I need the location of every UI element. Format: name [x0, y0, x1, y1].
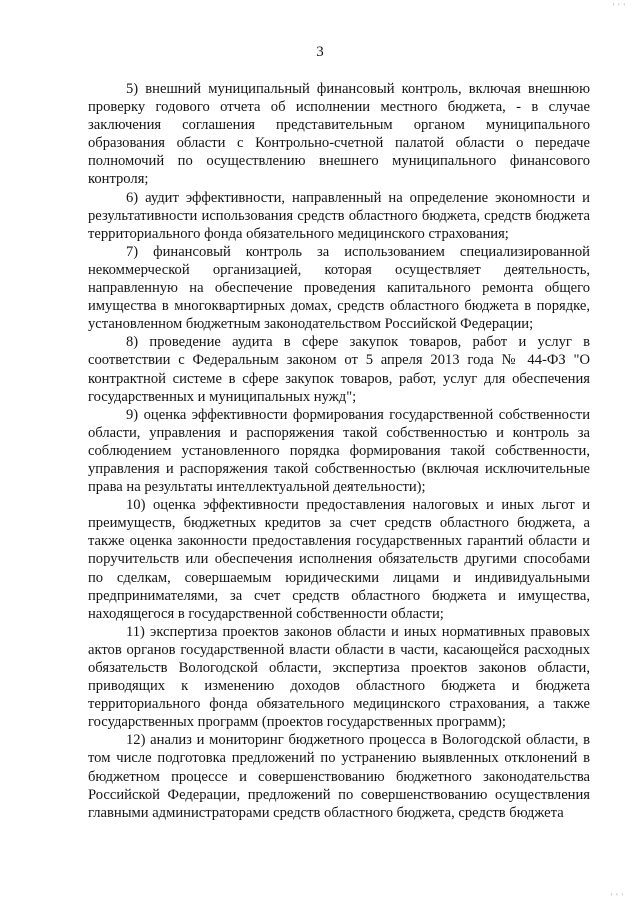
paragraph-item-9: 9) оценка эффективности формирования государственной собственности области, управления и распоряжения такой собственностью и контроль за соблюдением установленного порядка формирования такой собственности, управления и распоряжения такой собственностью (включая исключительные права на результаты интеллектуальной деятельности); [88, 406, 590, 496]
paragraph-item-11: 11) экспертиза проектов законов области и иных нормативных правовых актов органов государственной власти области в части, касающейся расходных обязательств Вологодской области, экспертиза проектов законов области, приводящих к изменению доходов областного бюджета и бюджета территориального фонда обязательного медицинского страхования, а также государственных программ (проектов государственных программ); [88, 623, 590, 731]
page-number: 3 [316, 44, 324, 60]
corner-scan-mark-top: ' ' ' [612, 2, 626, 11]
paragraph-item-8: 8) проведение аудита в сфере закупок товаров, работ и услуг в соответствии с Федеральным законом от 5 апреля 2013 года № 44-ФЗ "О контрактной системе в сфере закупок товаров, работ, услуг для обеспечения государственных и муниципальных нужд"; [88, 334, 590, 405]
paragraph-item-6: 6) аудит эффективности, направленный на определение экономности и результативности использования средств областного бюджета, средств бюджета территориального фонда обязательного медицинского страхования; [88, 189, 590, 242]
document-body [88, 80, 590, 822]
paragraph-item-10: 10) оценка эффективности предоставления налоговых и иных льгот и преимуществ, бюджетных кредитов за счет средств областного бюджета, а также оценка законности предоставления государственных гарантий области и поручительств или обеспечения исполнения обязательств другими способами по сделкам, совершаемым юридическими лицами и индивидуальными предпринимателями, за счет средств областного бюджета и имущества, находящегося в государственной собственности области; [88, 497, 590, 622]
paragraph-item-12: 12) анализ и мониторинг бюджетного процесса в Вологодской области, в том числе подготовка предложений по устранению выявленных отклонений в бюджетном процессе и совершенствованию бюджетного законодательства Российской Федерации, предложений по совершенствованию осуществления главными администраторами средств областного бюджета, средств бюджета [88, 732, 590, 821]
paragraph-item-7: 7) финансовый контроль за использованием специализированной некоммерческой организацией, которая осуществляет деятельность, направленную на обеспечение проведения капитального ремонта общего имущества в многоквартирных домах, средств областного бюджета в порядке, установленном бюджетным законодательством Российской Федерации; [88, 243, 590, 333]
corner-scan-mark-bottom: ' ' ' [610, 892, 624, 901]
paragraph-item-5: 5) внешний муниципальный финансовый контроль, включая внешнюю проверку годового отчета об исполнении местного бюджета, - в случае заключения соглашения представительным органом муниципального образования области с Контрольно-счетной палатой области о передаче полномочий по осуществлению внешнего муниципального финансового контроля; [88, 81, 590, 188]
